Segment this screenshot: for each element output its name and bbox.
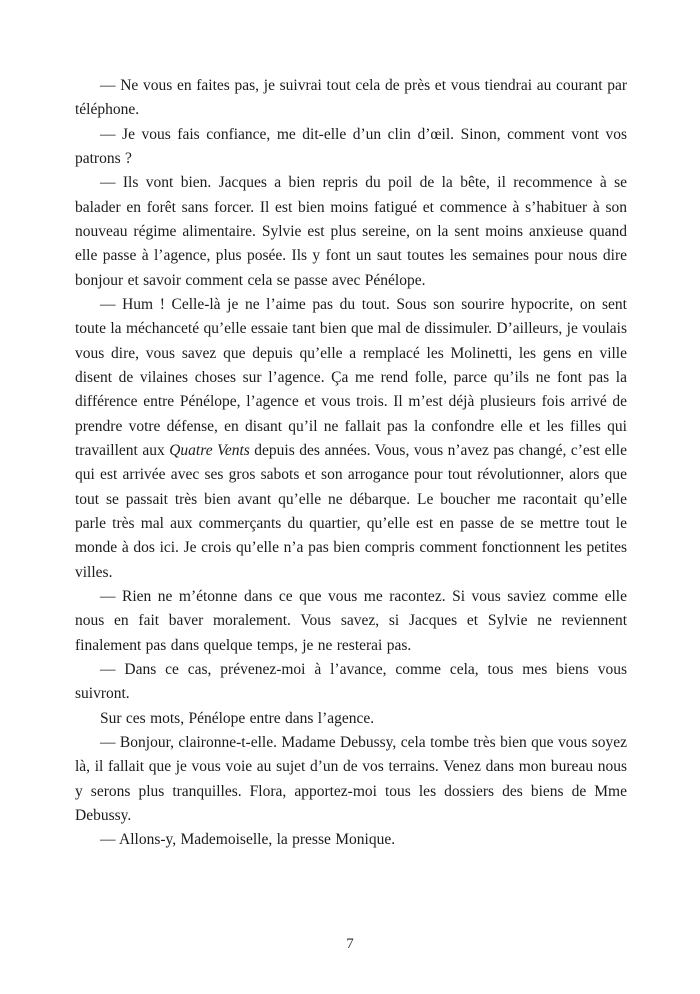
paragraph-text-segment: — Hum ! Celle-là je ne l’aime pas du tout. Sous son sourire hypocrite, on sent toute la méchanceté qu’elle essaie tant bien que mal de dissimuler. D’ailleurs, je voulais vous dire, vous savez que depuis qu’elle a remplacé les Molinetti, les gens en ville disent de vilaines choses sur l’agence. Ça me rend folle, parce qu’ils ne font pas la différence entre Pénélope, l’agence et vous trois. Il m’est déjà plusieurs fois arrivé de prendre votre défense, en disant qu’il ne fallait pas la confondre elle et les filles qui travaillent aux: [75, 295, 627, 459]
page-text-block: [75, 74, 627, 853]
paragraph-dialogue: — Rien ne m’étonne dans ce que vous me racontez. Si vous saviez comme elle nous en fait baver moralement. Vous savez, si Jacques et Sylvie ne reviennent finalement pas dans quelque temps, je ne resterai pas.: [75, 587, 627, 654]
paragraph-narration: Sur ces mots, Pénélope entre dans l’agence.: [100, 709, 375, 727]
paragraph-dialogue: [75, 293, 627, 585]
book-title-quatre-vents: Quatre Vents: [169, 441, 250, 459]
paragraph-text-segment: depuis des années. Vous, vous n’avez pas changé, c’est elle qui est arrivée avec ses gros sabots et son arrogance pour tout révolutionner, alors que tout se passait très bien avant qu’elle ne débarque. Le boucher me racontait qu’elle parle très mal aux commerçants du quartier, qu’elle est en passe de se mettre tout le monde à dos ici. Je crois qu’elle n’a pas bien compris comment fonctionnent les petites villes.: [75, 441, 627, 581]
page-number: 7: [346, 936, 354, 952]
paragraph-dialogue: — Bonjour, claironne-t-elle. Madame Debussy, cela tombe très bien que vous soyez là, il fallait que je vous voie au sujet d’un de vos terrains. Venez dans mon bureau nous y serons plus tranquilles. Flora, apportez-moi tous les dossiers des biens de Mme Debussy.: [75, 733, 627, 824]
paragraph-dialogue: — Je vous fais confiance, me dit-elle d’un clin d’œil. Sinon, comment vont vos patrons ?: [75, 125, 627, 167]
paragraph-dialogue: — Allons-y, Mademoiselle, la presse Monique.: [100, 831, 396, 849]
paragraph-dialogue: — Ils vont bien. Jacques a bien repris du poil de la bête, il recommence à se balader en forêt sans forcer. Il est bien moins fatigué et commence à s’habituer à son nouveau régime alimentaire. Sylvie est plus sereine, on la sent moins anxieuse quand elle passe à l’agence, plus posée. Ils y font un saut toutes les semaines pour nous dire bonjour et savoir comment cela se passe avec Pénélope.: [75, 174, 627, 289]
paragraph-dialogue: — Dans ce cas, prévenez-moi à l’avance, comme cela, tous mes biens vous suivront.: [75, 660, 627, 703]
paragraph-dialogue: — Ne vous en faites pas, je suivrai tout cela de près et vous tiendrai au courant par téléphone.: [75, 77, 627, 119]
